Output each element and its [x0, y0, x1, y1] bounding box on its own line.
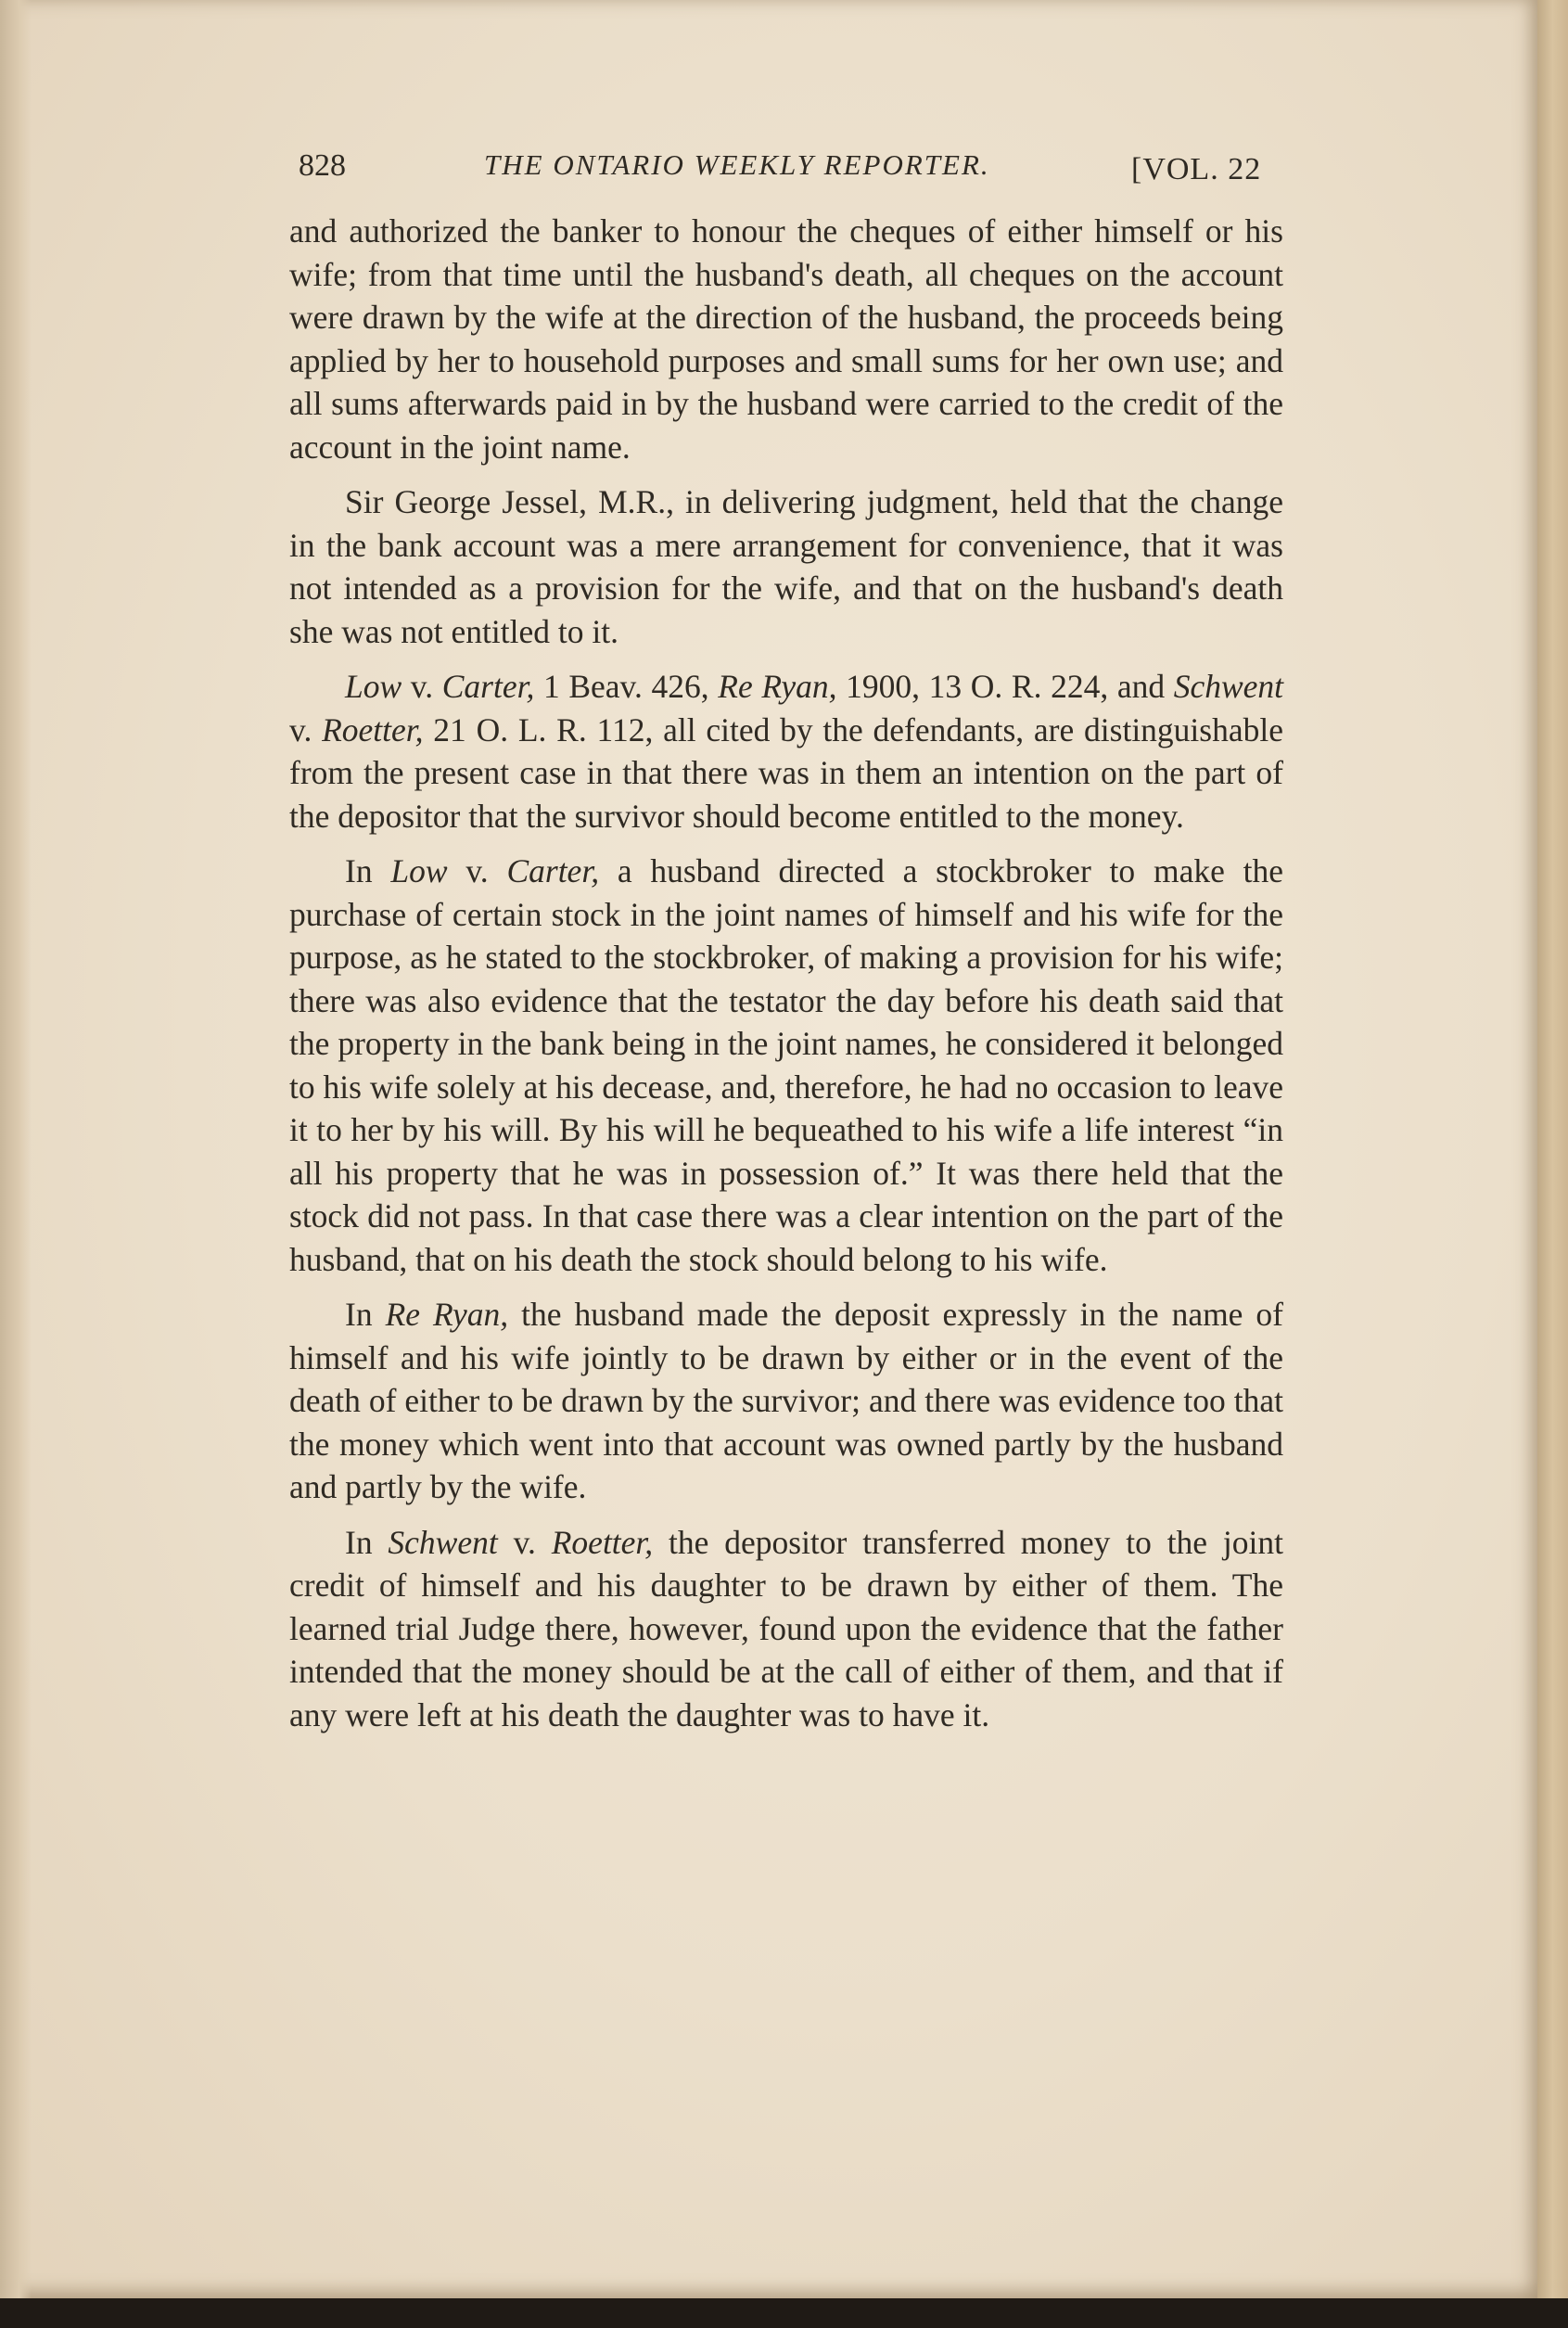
paragraph-text: a husband directed a stockbroker to make the purchase of certain stock in the joint names of himself and his wife for the purpose, as he stated to the stockbroker, of making a provision for his wife; there was also evidence that the testator the day before his death said that the property in the bank being in the joint names, he considered it belonged to his wife solely at his decease, and, therefore, he had no occasion to leave it to her by his will. By his will he bequeathed to his wife a life interest “in all his property that he was in possession of.” It was there held that the stock did not pass. In that case there was a clear intention on the part of the husband, that on his death the stock should belong to his wife. — [289, 852, 1283, 1278]
page-gutter-shadow — [0, 0, 32, 2298]
case-name: Carter, — [506, 852, 600, 889]
citation-text: 1 Beav. 426, — [534, 668, 719, 705]
case-name: Schwent — [1173, 668, 1284, 705]
volume-label: [VOL. 22 — [1131, 152, 1262, 186]
case-name: Roetter, — [551, 1523, 654, 1561]
paragraph-1 — [289, 210, 1283, 468]
paragraph-lead: In — [345, 852, 391, 889]
case-name: Roetter, — [322, 710, 424, 748]
paragraph-text: 21 O. L. R. 112, all cited by the defendants, are distinguishable from the present case in that there was in them an intention on the part of the depositor that the survivor should become entitled to the money. — [289, 710, 1283, 835]
paragraph-5 — [289, 1293, 1283, 1509]
case-name: Re Ryan, — [385, 1296, 509, 1333]
case-name: Carter, — [441, 668, 535, 705]
versus: v. — [289, 710, 323, 748]
paragraph-lead: In — [345, 1296, 386, 1333]
versus: v. — [402, 668, 442, 705]
paragraph-2 — [289, 480, 1283, 653]
paragraph-6 — [289, 1521, 1283, 1737]
paragraph-text: Sir George Jessel, M.R., in delivering judgment, held that the change in the bank account was a mere arrangement for convenience, that it was not intended as a provision for the wife, and that on the husband's death she was not entitled to it. — [289, 483, 1283, 650]
paragraph-text: the depositor transferred money to the joint credit of himself and his daughter to be drawn by either of them. The learned trial Judge there, however, found upon the evidence that the father intended that the money should be at the call of either of them, and that if any were left at his death the daughter was to have it. — [289, 1523, 1283, 1733]
paragraph-lead: In — [345, 1523, 389, 1561]
paragraph-text: and authorized the banker to honour the cheques of either himself or his wife; from that time until the husband's death, all cheques on the account were drawn by the wife at the direction of the husband, the proceeds being applied by her to household purposes and small sums for her own use; and all sums afterwards paid in by the husband were carried to the credit of the account in the joint name. — [289, 212, 1283, 466]
paragraph-3 — [289, 665, 1283, 838]
case-name: Schwent — [388, 1523, 498, 1561]
next-page-edge — [1537, 0, 1568, 2298]
running-title: THE ONTARIO WEEKLY REPORTER. — [484, 148, 990, 181]
page-header — [299, 141, 1281, 197]
paragraph-4 — [289, 850, 1283, 1281]
paragraph-text: the husband made the deposit expressly in the name of himself and his wife jointly to be drawn by either or in the event of the death of either to be drawn by the survivor; and there was evidence too that the money which went into that account was owned partly by the husband and partly by the wife. — [289, 1296, 1283, 1505]
case-name: Re Ryan, — [718, 668, 837, 705]
page-number: 828 — [299, 148, 346, 183]
versus: v. — [497, 1523, 552, 1561]
versus: v. — [447, 852, 507, 889]
case-name: Low — [345, 668, 402, 705]
case-name: Low — [390, 852, 448, 889]
citation-text: 1900, 13 O. R. 224, and — [836, 668, 1174, 705]
scan-bottom-border — [0, 2298, 1568, 2328]
body-text — [289, 210, 1283, 1748]
